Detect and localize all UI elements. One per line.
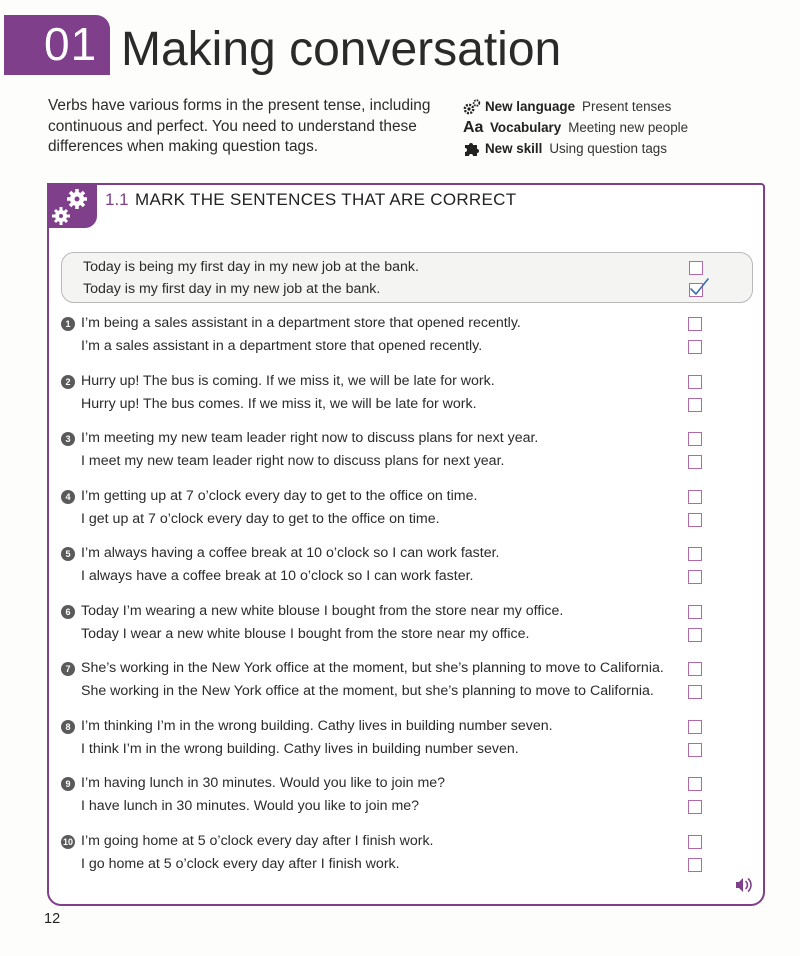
audio-icon[interactable] [734, 876, 754, 894]
checkbox-checked[interactable] [689, 283, 703, 297]
sentence-a: I’m having lunch in 30 minutes. Would you like to join me? [81, 775, 446, 791]
skill-name: New language [485, 99, 576, 114]
exercise-title: MARK THE SENTENCES THAT ARE CORRECT [135, 190, 517, 209]
checkbox[interactable] [688, 317, 702, 331]
sentence-a: I’m meeting my new team leader right now to discuss plans for next year. [81, 430, 539, 446]
skill-row-skill [463, 138, 793, 159]
gears-icon [463, 99, 485, 115]
sentence-item [61, 430, 751, 474]
sentence-b: I have lunch in 30 minutes. Would you like to join me? [81, 798, 420, 814]
page-title: Making conversation [121, 23, 562, 76]
skill-row-vocabulary [463, 117, 793, 138]
sentence-a: Hurry up! The bus is coming. If we miss it, we will be late for work. [81, 373, 495, 389]
sentence-item [61, 775, 751, 819]
skills-panel [463, 96, 793, 159]
skill-desc: Present tenses [582, 99, 672, 114]
sentence-a: She’s working in the New York office at the moment, but she’s planning to move to California. [81, 660, 664, 676]
item-number-badge: 2 [61, 375, 75, 389]
sentence-a: I’m thinking I’m in the wrong building. Cathy lives in building number seven. [81, 718, 553, 734]
skill-desc: Meeting new people [568, 120, 689, 135]
checkbox[interactable] [688, 858, 702, 872]
exercise-number: 1.1 [105, 190, 129, 209]
item-number-badge: 8 [61, 720, 75, 734]
checkbox[interactable] [688, 743, 702, 757]
sentence-b: Today I wear a new white blouse I bought from the store near my office. [81, 626, 530, 642]
checkbox[interactable] [688, 513, 702, 527]
checkbox[interactable] [688, 432, 702, 446]
sentence-item [61, 660, 751, 704]
item-number-badge: 5 [61, 547, 75, 561]
item-number-badge: 7 [61, 662, 75, 676]
item-number-badge: 3 [61, 432, 75, 446]
checkbox[interactable] [688, 605, 702, 619]
checkbox[interactable] [688, 662, 702, 676]
checkbox[interactable] [688, 777, 702, 791]
example-sentence-a: Today is being my first day in my new job at the bank. [83, 259, 419, 275]
example-item [61, 252, 753, 303]
sentence-a: Today I’m wearing a new white blouse I bought from the store near my office. [81, 603, 564, 619]
checkbox[interactable] [688, 490, 702, 504]
checkbox[interactable] [688, 547, 702, 561]
sentence-b: Hurry up! The bus comes. If we miss it, we will be late for work. [81, 396, 477, 412]
sentence-b: She working in the New York office at the moment, but she’s planning to move to California. [81, 683, 654, 699]
checkbox[interactable] [688, 570, 702, 584]
checkbox[interactable] [688, 398, 702, 412]
checkbox[interactable] [688, 685, 702, 699]
checkbox[interactable] [688, 720, 702, 734]
sentence-item [61, 488, 751, 532]
item-number-badge: 9 [61, 777, 75, 791]
sentence-item [61, 603, 751, 647]
page-number: 12 [44, 911, 61, 927]
skill-name: New skill [485, 141, 543, 156]
skill-desc: Using question tags [549, 141, 667, 156]
sentence-a: I’m always having a coffee break at 10 o’clock so I can work faster. [81, 545, 500, 561]
gears-icon [47, 183, 97, 228]
checkbox[interactable] [689, 261, 703, 275]
sentence-b: I get up at 7 o’clock every day to get to the office on time. [81, 511, 440, 527]
checkbox[interactable] [688, 340, 702, 354]
sentence-b: I’m a sales assistant in a department store that opened recently. [81, 338, 483, 354]
checkbox[interactable] [688, 628, 702, 642]
checkmark-icon [688, 276, 710, 298]
exercise-box [47, 183, 765, 906]
item-number-badge: 4 [61, 490, 75, 504]
intro-text: Verbs have various forms in the present tense, including continuous and perfect. You need to understand these differences when making question tags. [48, 97, 431, 155]
checkbox[interactable] [688, 455, 702, 469]
sentence-item [61, 718, 751, 762]
checkbox[interactable] [688, 375, 702, 389]
unit-number: 01 [44, 18, 98, 70]
sentence-b: I meet my new team leader right now to discuss plans for next year. [81, 453, 505, 469]
sentence-item [61, 545, 751, 589]
sentence-b: I go home at 5 o’clock every day after I finish work. [81, 856, 400, 872]
item-number-badge: 6 [61, 605, 75, 619]
item-number-badge: 10 [62, 837, 73, 847]
page-header [0, 10, 800, 76]
sentence-a: I’m going home at 5 o’clock every day after I finish work. [81, 833, 434, 849]
skill-row-language [463, 96, 793, 117]
vocabulary-icon: Aa [463, 118, 484, 136]
sentence-b: I think I’m in the wrong building. Cathy lives in building number seven. [81, 741, 519, 757]
sentence-b: I always have a coffee break at 10 o’clock so I can work faster. [81, 568, 474, 584]
example-sentence-b: Today is my first day in my new job at the bank. [83, 281, 381, 297]
sentence-item [61, 373, 751, 417]
sentence-item [61, 315, 751, 359]
checkbox[interactable] [688, 835, 702, 849]
sentence-item [61, 833, 751, 877]
puzzle-icon [463, 140, 485, 157]
item-number-badge: 1 [61, 317, 75, 331]
sentence-a: I’m getting up at 7 o’clock every day to get to the office on time. [81, 488, 478, 504]
checkbox[interactable] [688, 800, 702, 814]
exercise-icon-box [47, 183, 97, 228]
sentence-a: I’m being a sales assistant in a department store that opened recently. [81, 315, 521, 331]
skill-name: Vocabulary [490, 120, 562, 135]
